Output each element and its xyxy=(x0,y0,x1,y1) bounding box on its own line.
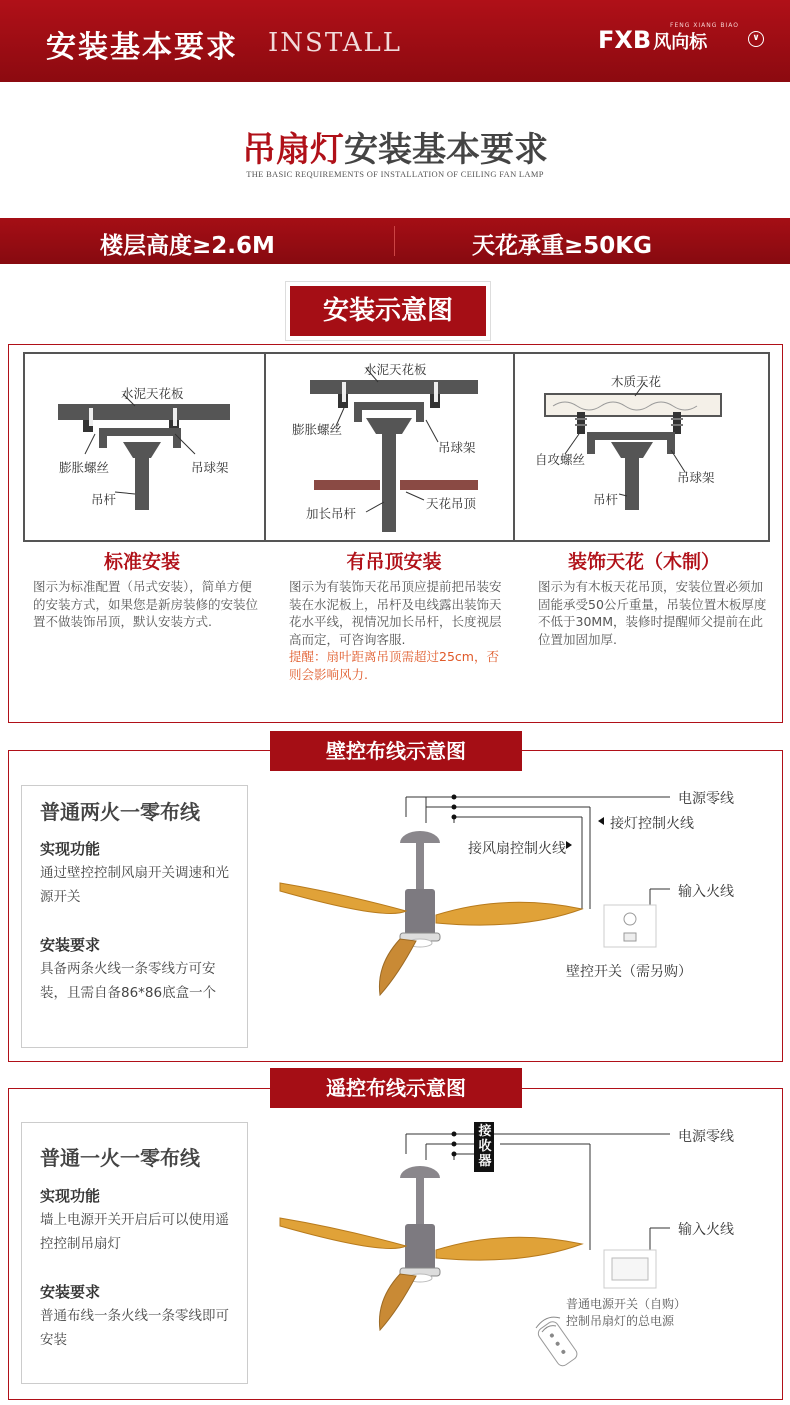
card-heading: 普通两火一零布线 xyxy=(40,800,200,824)
label-bracket: 吊球架 xyxy=(677,470,715,485)
wire-light: 接灯控制火线 xyxy=(610,816,694,832)
label-drop-ceiling: 天花吊顶 xyxy=(426,496,477,511)
page-title xyxy=(0,122,790,171)
card-func-text: 通过壁控控制风扇开关调速和光源开关 xyxy=(40,865,229,905)
wall-section-title: 壁控布线示意图 xyxy=(270,731,522,771)
label-rod: 吊杆 xyxy=(593,492,619,507)
warning-text: 提醒：扇叶距离吊顶需超过25cm，否则会影响风力. xyxy=(289,649,499,682)
desc-standard: 图示为标准配置（吊式安装），简单方便的安装方式，如果您是新房装修的安装位置不做装饰吊顶，默认安装方式. xyxy=(33,579,259,629)
remote-wiring-diagram xyxy=(270,1118,780,1388)
receiver-label: 接收器 xyxy=(478,1124,492,1169)
caption-wood: 装饰天花（木制） xyxy=(567,551,720,573)
caption-standard: 标准安装 xyxy=(103,551,180,573)
label-rod: 吊杆 xyxy=(91,492,117,507)
switch-label: 壁控开关（需另购） xyxy=(566,964,692,980)
chevron-circle-icon: ∨ xyxy=(748,31,764,47)
label-ceiling: 木质天花 xyxy=(611,374,662,389)
wire-neutral: 电源零线 xyxy=(678,791,734,807)
divider xyxy=(394,226,395,256)
wall-info-card xyxy=(21,785,248,1048)
page-title-highlight: 吊扇灯 xyxy=(242,130,344,170)
logo-pinyin: FENG XIANG BIAO xyxy=(670,22,739,29)
card-func-text: 墙上电源开关开启后可以使用遥控控制吊扇灯 xyxy=(40,1212,229,1252)
brand-logo[interactable] xyxy=(598,22,760,54)
wire-input: 输入火线 xyxy=(678,884,734,900)
install-section-title: 安装示意图 xyxy=(290,286,486,336)
requirements-bar xyxy=(0,218,790,264)
ceiling-load-req: 天花承重≥50KG xyxy=(472,233,652,259)
label-screw: 自攻螺丝 xyxy=(535,452,586,467)
logo-text: FXB xyxy=(598,26,652,54)
label-bracket: 吊球架 xyxy=(191,460,229,475)
card-req-title: 安装要求 xyxy=(40,936,101,954)
card-func-title: 实现功能 xyxy=(40,1187,101,1205)
remote-section-title: 遥控布线示意图 xyxy=(270,1068,522,1108)
desc-wood: 图示为有木板天花吊顶，安装位置必须加固能承受50公斤重量，吊装位置木板厚度不低于30MM，装修时提醒师父提前在此位置加固加厚. xyxy=(538,579,767,647)
card-func-title: 实现功能 xyxy=(40,840,101,858)
label-bracket: 吊球架 xyxy=(438,440,476,455)
wire-input: 输入火线 xyxy=(678,1222,734,1238)
diagram-standard xyxy=(23,352,266,542)
card-req-title: 安装要求 xyxy=(40,1283,101,1301)
caption-drop-ceiling: 有吊顶安装 xyxy=(346,551,442,573)
remote-info-card xyxy=(21,1122,248,1384)
diagram-drop-ceiling xyxy=(264,352,515,542)
header-title-en: INSTALL xyxy=(268,28,403,58)
wire-fan: 接风扇控制火线 xyxy=(468,841,566,857)
label-screw: 膨胀螺丝 xyxy=(59,460,110,475)
label-rod: 加长吊杆 xyxy=(306,506,357,521)
label-ceiling: 水泥天花板 xyxy=(364,362,427,377)
diagram-wood-ceiling xyxy=(513,352,770,542)
switch-label-2: 控制吊扇灯的总电源 xyxy=(566,1314,675,1328)
header-title-cn: 安装基本要求 xyxy=(46,30,238,65)
card-req-text: 普通布线一条火线一条零线即可安装 xyxy=(40,1308,229,1348)
ceiling-fan-illustration xyxy=(280,1166,582,1330)
page-title-rest: 安装基本要求 xyxy=(344,130,548,170)
label-screw: 膨胀螺丝 xyxy=(292,422,343,437)
wire-neutral: 电源零线 xyxy=(678,1129,734,1145)
standard-install-illustration xyxy=(25,354,264,540)
label-ceiling: 水泥天花板 xyxy=(121,386,184,401)
switch-label-1: 普通电源开关（自购） xyxy=(566,1297,687,1311)
header-banner xyxy=(0,0,790,82)
card-heading: 普通一火一零布线 xyxy=(40,1146,200,1170)
card-req-text: 具备两条火线一条零线方可安装，且需自备86*86底盒一个 xyxy=(40,961,217,1001)
page-subtitle: THE BASIC REQUIREMENTS OF INSTALLATION OF CEILING FAN LAMP xyxy=(246,169,544,179)
desc-drop-ceiling-text: 图示为有装饰天花吊顶应提前把吊装安装在水泥板上，吊杆及电线露出装饰天花水平线，视情况加长吊杆，长度视层高而定，可咨询客服. xyxy=(289,579,502,647)
floor-height-req: 楼层高度≥2.6M xyxy=(100,233,275,259)
desc-drop-ceiling xyxy=(289,578,511,683)
logo-cn: 风向标 xyxy=(653,32,708,53)
